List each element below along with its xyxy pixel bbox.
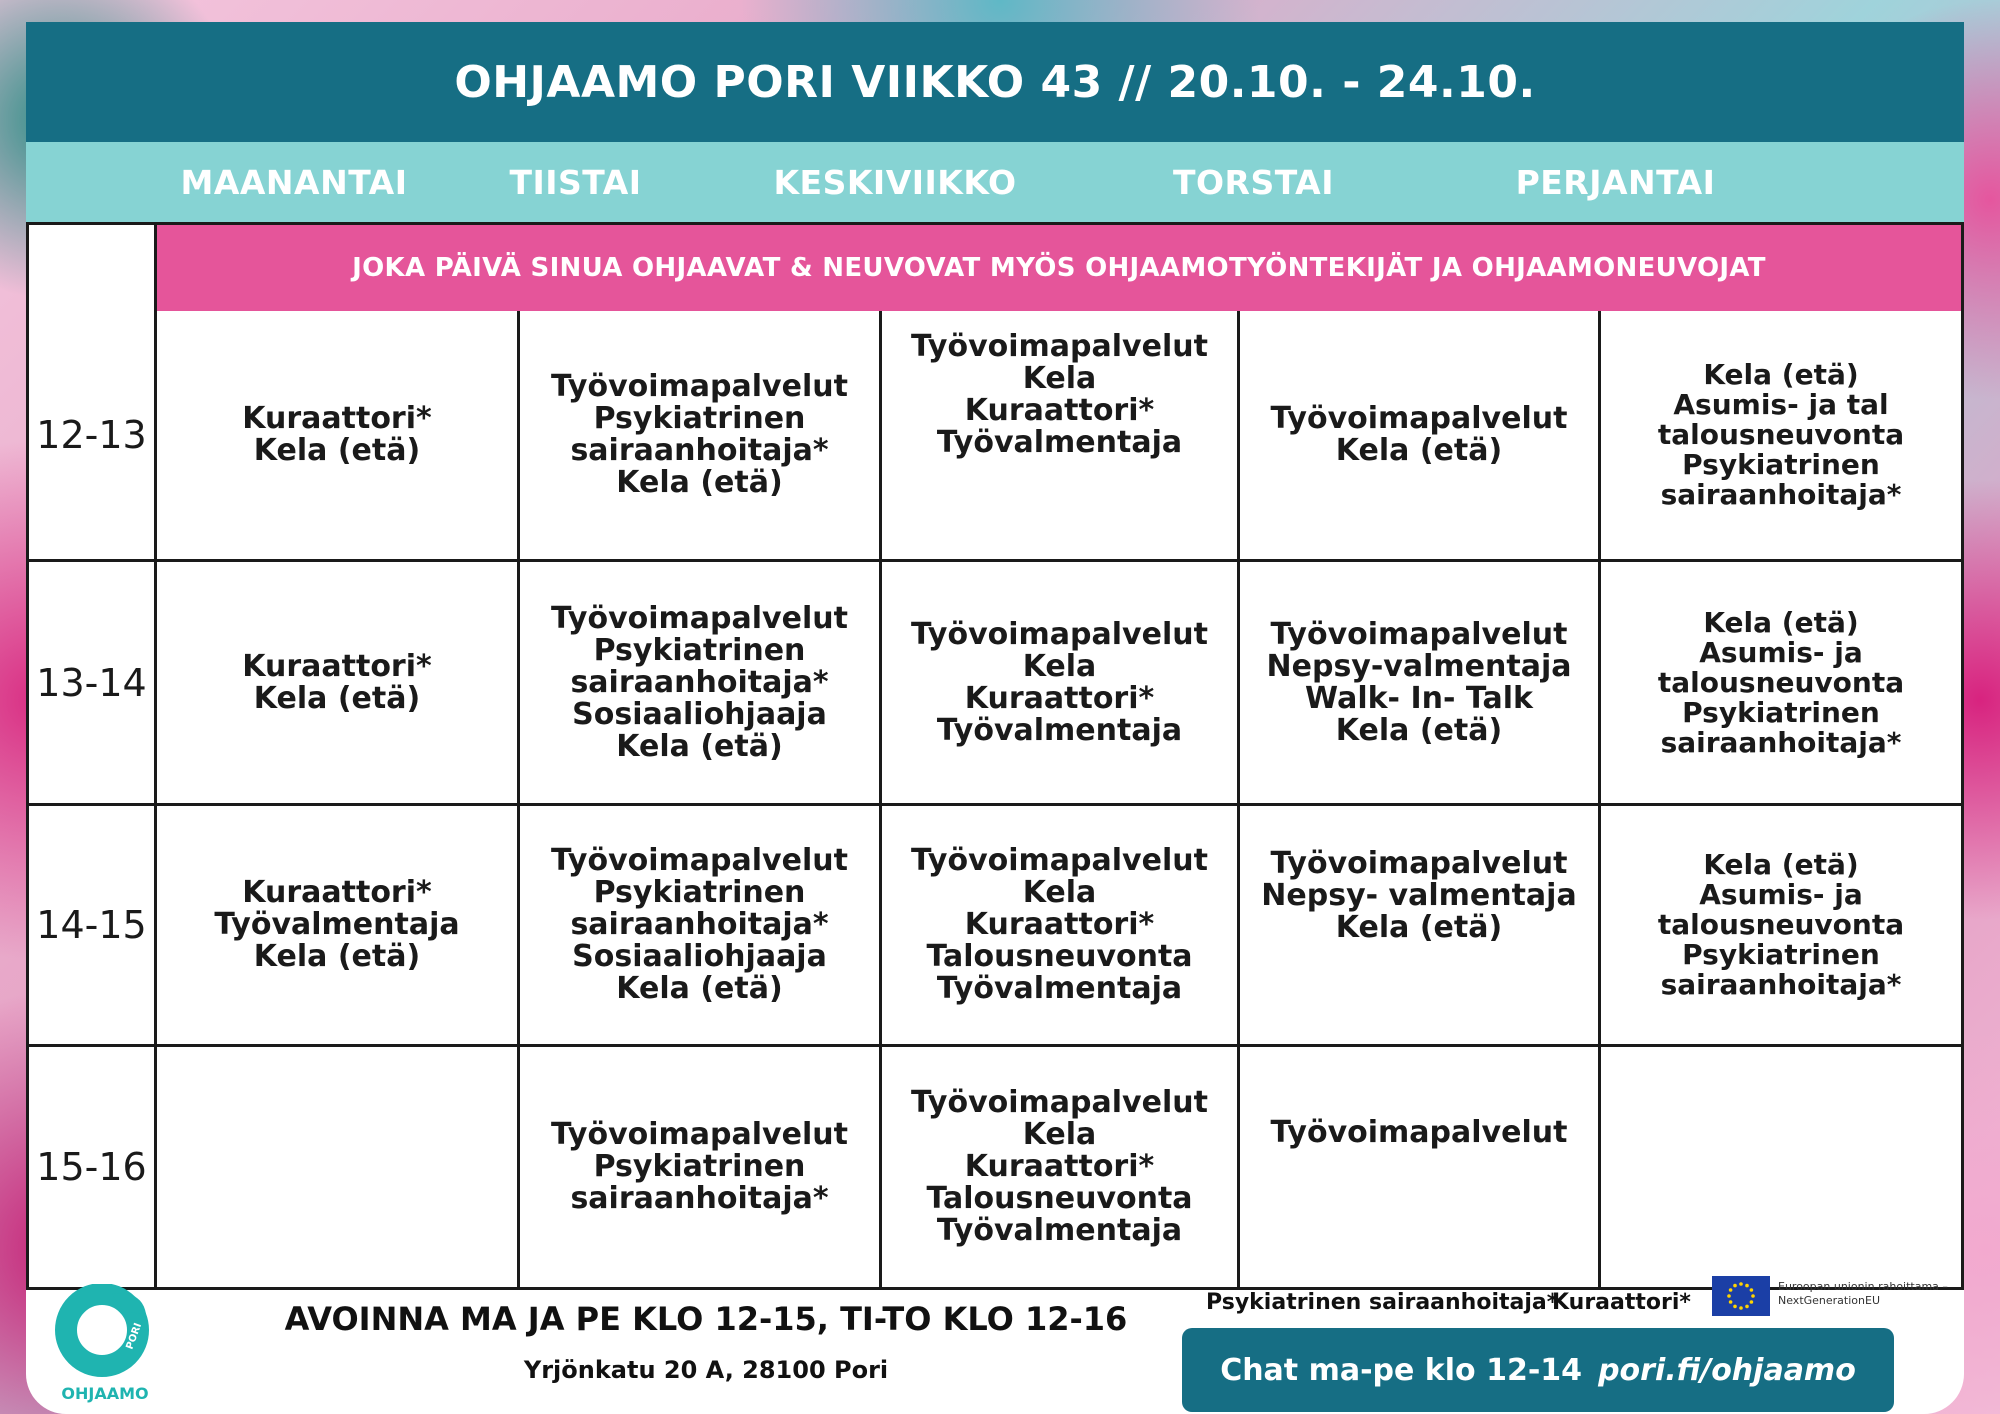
day-header-friday: PERJANTAI — [1515, 162, 1716, 202]
service-line: Kela (etä) — [1335, 712, 1503, 748]
service-line: Kela (etä) — [253, 680, 421, 716]
schedule-cell — [520, 806, 879, 1044]
service-line: Kela (etä) — [1335, 433, 1503, 468]
schedule-cell-empty — [1601, 1047, 1961, 1287]
service-line: Työvalmentaja — [936, 425, 1183, 460]
schedule-cell — [882, 311, 1237, 559]
service-line: Kela (etä) — [1703, 848, 1859, 881]
service-line: Kela (etä) — [1703, 605, 1859, 639]
service-line: Kuraattori* — [242, 648, 432, 684]
service-line: Työvoimapalvelut — [911, 843, 1208, 878]
legend-nurse: Psykiatrinen sairaanhoitaja* — [1206, 1290, 1559, 1315]
eu-funding-line: NextGenerationEU — [1778, 1294, 1880, 1307]
service-line: Kela (etä) — [253, 433, 421, 468]
weekday-header — [26, 142, 1964, 222]
logo-name-text: OHJAAMO — [61, 1384, 149, 1403]
service-line: sairaanhoitaja* — [570, 433, 829, 468]
service-line: Psykiatrinen — [593, 632, 806, 668]
schedule-cell — [1601, 806, 1961, 1044]
service-line: Kuraattori* — [964, 393, 1155, 428]
schedule-cell — [520, 562, 879, 803]
day-header-thursday: TORSTAI — [1172, 162, 1334, 202]
opening-hours: AVOINNA MA JA PE KLO 12-15, TI-TO KLO 12-16 — [284, 1300, 1128, 1338]
time-slot-label: 14-15 — [36, 903, 147, 947]
service-line: Kela (etä) — [1335, 910, 1503, 945]
schedule-cell — [1240, 1047, 1598, 1287]
service-line: Kela (etä) — [616, 971, 783, 1006]
service-line: Nepsy- valmentaja — [1261, 878, 1577, 913]
time-slot-label: 15-16 — [36, 1145, 147, 1189]
service-line: Kela (etä) — [616, 728, 783, 764]
schedule-cell — [882, 562, 1237, 803]
page-title: OHJAAMO PORI VIIKKO 43 // 20.10. - 24.10. — [26, 22, 1964, 142]
schedule-cell — [1240, 311, 1598, 559]
service-line: Kela (etä) — [1703, 358, 1859, 391]
service-line: Psykiatrinen — [1682, 938, 1880, 971]
service-line: Nepsy-valmentaja — [1266, 648, 1572, 684]
service-line: Kela — [1022, 1117, 1097, 1152]
schedule-grid — [26, 222, 1964, 1290]
service-line: Työvoimapalvelut — [1270, 846, 1568, 881]
service-line: Psykiatrinen — [593, 401, 806, 436]
service-line: sairaanhoitaja* — [1660, 968, 1902, 1001]
service-line: Kuraattori* — [964, 680, 1155, 716]
schedule-cell — [157, 311, 517, 559]
service-line: Työvoimapalvelut — [1270, 401, 1568, 436]
service-line: Työvoimapalvelut — [1270, 616, 1568, 652]
service-line: sairaanhoitaja* — [1660, 725, 1902, 759]
schedule-cell — [157, 806, 517, 1044]
chat-hours: Chat ma-pe klo 12-14 — [1220, 1352, 1583, 1388]
chat-info-box — [1182, 1328, 1894, 1412]
service-line: Kela (etä) — [616, 465, 783, 500]
day-header-wednesday: KESKIVIIKKO — [773, 162, 1017, 202]
service-line: Asumis- ja tal — [1673, 388, 1889, 421]
service-line: Psykiatrinen — [1682, 448, 1880, 481]
eu-funding-text — [1778, 1280, 1948, 1308]
ohjaamo-logo — [50, 1284, 160, 1404]
time-slot-label: 13-14 — [36, 660, 147, 705]
service-line: Kela — [1022, 648, 1097, 684]
eu-funding-line: Euroopan unionin rahoittama – — [1778, 1280, 1948, 1293]
chat-link[interactable]: pori.fi/ohjaamo — [1598, 1352, 1856, 1388]
schedule-cell — [1601, 311, 1961, 559]
service-line: Kela — [1022, 875, 1097, 910]
legend-curator: Kuraattori* — [1552, 1290, 1691, 1315]
service-line: Työvoimapalvelut — [1270, 1115, 1568, 1150]
service-line: Talousneuvonta — [926, 1181, 1193, 1216]
service-line: Työvoimapalvelut — [911, 329, 1208, 364]
service-line: Työvoimapalvelut — [911, 616, 1208, 652]
daily-staff-banner: JOKA PÄIVÄ SINUA OHJAAVAT & NEUVOVAT MYÖS OHJAAMOTYÖNTEKIJÄT JA OHJAAMONEUVOJAT — [157, 225, 1961, 311]
schedule-card — [26, 22, 1964, 1414]
service-line: Asumis- ja — [1699, 635, 1863, 669]
logo-pori-text: PORI — [124, 1321, 145, 1352]
service-line: Talousneuvonta — [926, 939, 1193, 974]
service-line: Työvalmentaja — [936, 971, 1183, 1006]
service-line: Walk- In- Talk — [1305, 680, 1533, 716]
schedule-cell — [1240, 562, 1598, 803]
service-line: Psykiatrinen — [1682, 695, 1880, 729]
service-line: Sosiaaliohjaaja — [572, 696, 827, 732]
service-line: Kuraattori* — [964, 1149, 1155, 1184]
service-line: Työvoimapalvelut — [551, 600, 848, 636]
schedule-cell-empty — [157, 1047, 517, 1287]
eu-flag-icon — [1712, 1276, 1770, 1316]
service-line: Työvalmentaja — [936, 712, 1183, 748]
service-line: Kuraattori* — [242, 401, 432, 436]
day-header-monday: MAANANTAI — [180, 162, 408, 202]
schedule-cell — [882, 806, 1237, 1044]
service-line: Sosiaaliohjaaja — [572, 939, 827, 974]
service-line: Työvoimapalvelut — [551, 843, 848, 878]
schedule-cell — [1240, 806, 1598, 1044]
service-line: Kela — [1022, 361, 1097, 396]
service-line: sairaanhoitaja* — [570, 907, 829, 942]
service-line: talousneuvonta — [1657, 908, 1905, 941]
day-header-tuesday: TIISTAI — [509, 162, 642, 202]
schedule-cell — [1601, 562, 1961, 803]
service-line: Kuraattori* — [242, 875, 432, 910]
schedule-cell — [882, 1047, 1237, 1287]
time-slot-label: 12-13 — [36, 413, 147, 457]
address: Yrjönkatu 20 A, 28100 Pori — [523, 1356, 889, 1384]
service-line: Työvalmentaja — [936, 1213, 1183, 1248]
service-line: talousneuvonta — [1657, 418, 1905, 451]
service-line: Työvoimapalvelut — [911, 1085, 1208, 1120]
schedule-cell — [157, 562, 517, 803]
schedule-cell — [520, 311, 879, 559]
service-line: Kela (etä) — [253, 939, 421, 974]
service-line: Työvoimapalvelut — [551, 1117, 848, 1152]
service-line: sairaanhoitaja* — [570, 664, 829, 700]
schedule-cell — [520, 1047, 879, 1287]
service-line: talousneuvonta — [1657, 665, 1905, 699]
service-line: Psykiatrinen — [593, 875, 806, 910]
service-line: Psykiatrinen — [593, 1149, 806, 1184]
eu-stars-icon — [1712, 1276, 1770, 1316]
service-line: Työvalmentaja — [214, 907, 460, 942]
service-line: sairaanhoitaja* — [1660, 478, 1902, 511]
service-line: Asumis- ja — [1699, 878, 1863, 911]
service-line: Työvoimapalvelut — [551, 369, 848, 404]
service-line: Kuraattori* — [964, 907, 1155, 942]
service-line: sairaanhoitaja* — [570, 1181, 829, 1216]
